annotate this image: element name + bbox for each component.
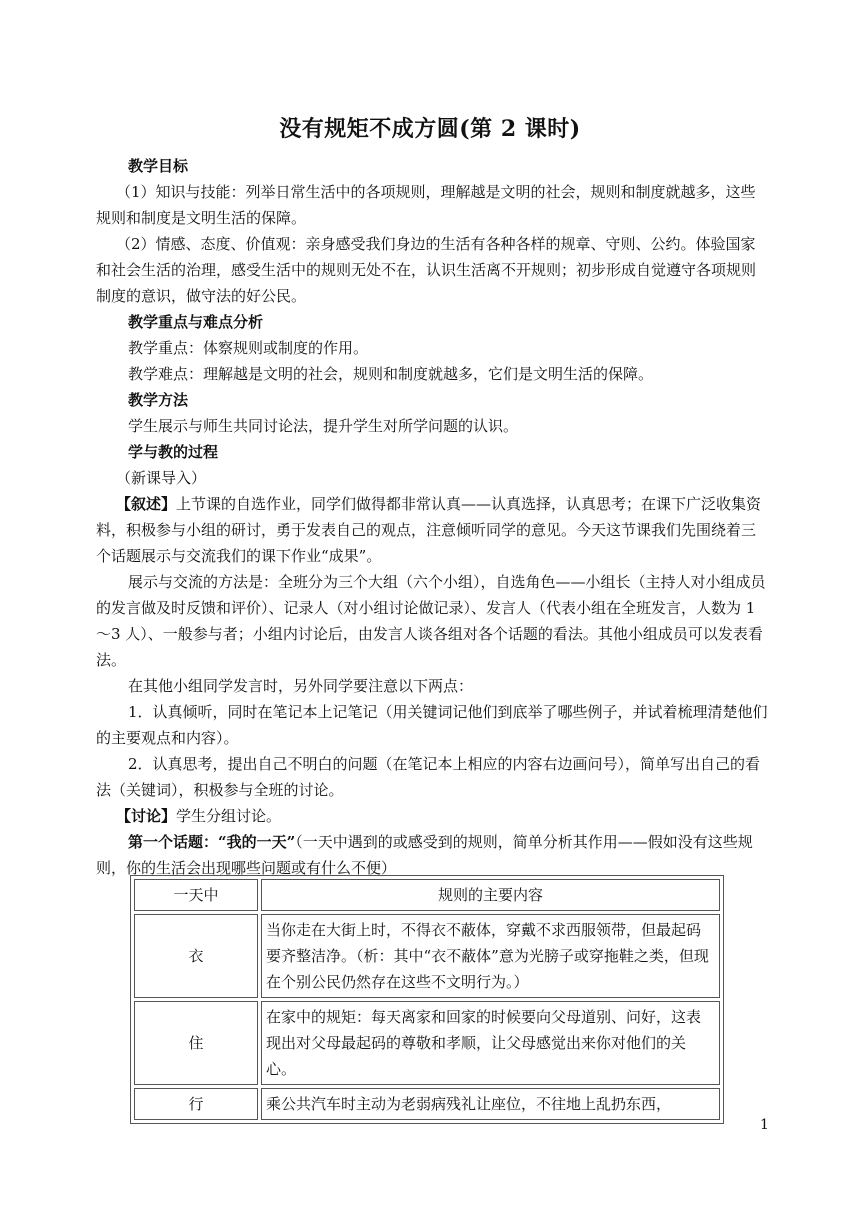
table-cell-content: 当你走在大街上时，不得衣不蔽体，穿戴不求西服领带，但最起码要齐整洁净。（析：其中“衣不蔽体”意为光膀子或穿拖鞋之类，但现在个别公民仍然存在这些不文明行为。）	[261, 914, 720, 998]
table-row	[134, 1088, 720, 1120]
paragraph-topic-1	[96, 829, 768, 881]
paragraph-difficulty: 教学难点：理解越是文明的社会，规则和制度就越多，它们是文明生活的保障。	[128, 365, 654, 383]
topic-1-text: （一天中遇到的或感受到的规则，简单分析其作用——假如没有这些规则，你的生活会出现哪些问题或有什么不便）	[96, 833, 753, 877]
table-row	[134, 1001, 720, 1085]
paragraph-goal-2: （2）情感、态度、价值观：亲身感受我们身边的生活有各种各样的规章、守则、公约。体验国家和社会生活的治理，感受生活中的规则无处不在，认识生活离不开规则；初步形成自觉遵守各项规则制度的意识，做守法的好公民。	[96, 235, 757, 305]
rules-table	[130, 875, 724, 1124]
paragraph-narrate	[96, 491, 768, 569]
narrate-text: 上节课的自选作业，同学们做得都非常认真——认真选择，认真思考；在课下广泛收集资料，积极参与小组的研讨，勇于发表自己的观点，注意倾听同学的意见。今天这节课我们先围绕着三个话题展示与交流我们的课下作业“成果”。	[96, 495, 762, 565]
paragraph-key-point: 教学重点：体察规则或制度的作用。	[128, 339, 369, 357]
narrate-label: 【叙述】	[116, 495, 177, 513]
paragraph-attention: 在其他小组同学发言时，另外同学要注意以下两点：	[128, 677, 474, 695]
table-header-cell: 规则的主要内容	[261, 879, 720, 911]
table-cell-category: 衣	[134, 914, 258, 998]
heading-process: 学与教的过程	[128, 443, 219, 461]
document-body	[96, 153, 768, 881]
table-cell-content: 在家中的规矩：每天离家和回家的时候要向父母道别、问好，这表现出对父母最起码的尊敬和孝顺，让父母感觉出来你对他们的关心。	[261, 1001, 720, 1085]
paragraph-exchange-method: 展示与交流的方法是：全班分为三个大组（六个小组），自选角色——小组长（主持人对小组成员的发言做及时反馈和评价）、记录人（对小组讨论做记录）、发言人（代表小组在全班发言，人数为 1～3 人）、一般参与者；小组内讨论后，由发言人谈各组对各个话题的看法。其他小组成员可以发表看法。	[96, 573, 766, 669]
discuss-label: 【讨论】	[116, 807, 177, 825]
heading-key-points: 教学重点与难点分析	[128, 313, 264, 331]
table-header-cell: 一天中	[134, 879, 258, 911]
table-cell-content: 乘公共汽车时主动为老弱病残礼让座位，不往地上乱扔东西，	[261, 1088, 720, 1120]
discuss-text: 学生分组讨论。	[176, 807, 282, 825]
heading-teaching-goals: 教学目标	[128, 157, 189, 175]
paragraph-point-1: 1．认真倾听，同时在笔记本上记笔记（用关键词记他们到底举了哪些例子，并试着梳理清楚他们的主要观点和内容）。	[96, 703, 768, 747]
paragraph-discuss	[96, 803, 768, 829]
page-number: 1	[760, 1117, 769, 1133]
paragraph-intro-label: （新课导入）	[116, 469, 207, 487]
paragraph-point-2: 2．认真思考，提出自己不明白的问题（在笔记本上相应的内容右边画问号），简单写出自己的看法（关键词），积极参与全班的讨论。	[96, 755, 761, 799]
table-row	[134, 914, 720, 998]
topic-1-label: 第一个话题：“我的一天”	[128, 833, 296, 851]
table-header-row	[134, 879, 720, 911]
document-title: 没有规矩不成方圆(第 2 课时)	[279, 116, 581, 142]
paragraph-method: 学生展示与师生共同讨论法，提升学生对所学问题的认识。	[128, 417, 519, 435]
table-cell-category: 行	[134, 1088, 258, 1120]
paragraph-goal-1: （1）知识与技能：列举日常生活中的各项规则，理解越是文明的社会，规则和制度就越多，这些规则和制度是文明生活的保障。	[96, 183, 756, 227]
heading-teaching-method: 教学方法	[128, 391, 189, 409]
table-cell-category: 住	[134, 1001, 258, 1085]
